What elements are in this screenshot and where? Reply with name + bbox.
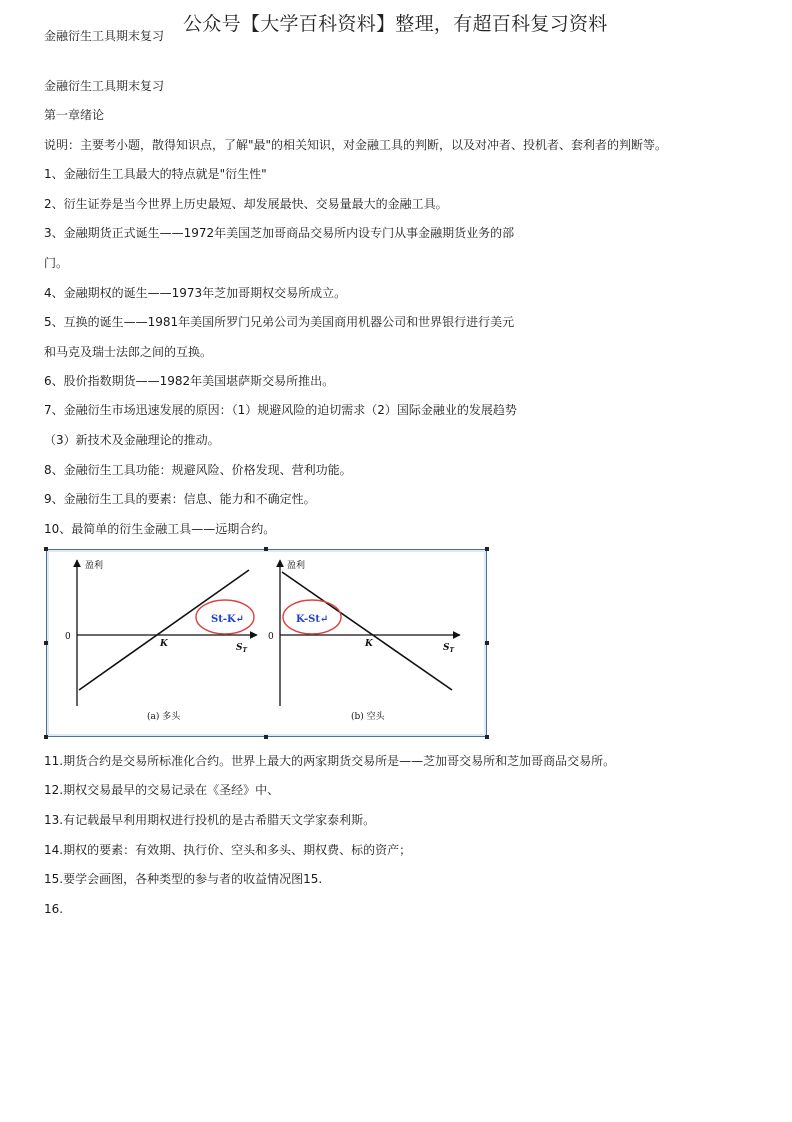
resize-handle[interactable]	[264, 735, 268, 739]
running-header: 金融衍生工具期末复习	[44, 29, 165, 43]
list-item: 5、互换的诞生——1981年美国所罗门兄弟公司为美国商用机器公司和世界银行进行美元	[44, 315, 515, 329]
resize-handle[interactable]	[485, 735, 489, 739]
resize-handle[interactable]	[44, 735, 48, 739]
list-item: 7、金融衍生市场迅速发展的原因：（1）规避风险的迫切需求（2）国际金融业的发展趋势	[44, 403, 517, 417]
list-item: 13.有记载最早利用期权进行投机的是古希腊天文学家泰利斯。	[44, 813, 376, 827]
long-payoff-line	[79, 570, 249, 690]
left-x-label: $S_T$	[236, 643, 247, 654]
right-caption: (b) 空头	[351, 712, 385, 722]
payoff-diagram	[47, 550, 486, 736]
list-item: 12.期权交易最早的交易记录在《圣经》中、	[44, 783, 280, 797]
list-item: 6、股价指数期货——1982年美国堪萨斯交易所推出。	[44, 374, 335, 388]
resize-handle[interactable]	[44, 547, 48, 551]
list-item: （3）新技术及金融理论的推动。	[44, 433, 220, 447]
list-item: 10、最简单的衍生金融工具——远期合约。	[44, 522, 276, 536]
list-item: 2、衍生证券是当今世界上历史最短、却发展最快、交易量最大的金融工具。	[44, 197, 448, 211]
left-caption: (a) 多头	[147, 712, 181, 722]
chapter-heading: 第一章绪论	[44, 108, 105, 122]
left-y-label: 盈利	[85, 561, 104, 571]
chapter-note: 说明：主要考小题，散得知识点，了解"最"的相关知识，对金融工具的判断，以及对冲者、投机者、套利者的判断等。	[44, 138, 668, 152]
right-x-label: $S_T$	[443, 643, 454, 654]
resize-handle[interactable]	[485, 641, 489, 645]
left-annotation: St-K↵	[211, 614, 245, 625]
resize-handle[interactable]	[485, 547, 489, 551]
resize-handle[interactable]	[264, 547, 268, 551]
list-item: 和马克及瑞士法郎之间的互换。	[44, 345, 213, 359]
list-item: 11.期货合约是交易所标准化合约。世界上最大的两家期货交易所是——芝加哥交易所和芝加哥商品交易所。	[44, 754, 616, 768]
list-item: 1、金融衍生工具最大的特点就是"衍生性"	[44, 167, 267, 181]
list-item: 16.	[44, 902, 64, 916]
list-item: 14.期权的要素：有效期、执行价、空头和多头、期权费、标的资产；	[44, 843, 412, 857]
right-annotation: K-St↵	[296, 614, 329, 625]
list-item: 4、金融期权的诞生——1973年芝加哥期权交易所成立。	[44, 286, 347, 300]
watermark-banner: 公众号【大学百科资料】整理，有超百科复习资料	[183, 13, 608, 35]
doc-title: 金融衍生工具期末复习	[44, 79, 165, 93]
left-strike: K	[160, 639, 168, 649]
right-y-label: 盈利	[287, 561, 306, 571]
list-item: 门。	[44, 256, 69, 270]
list-item: 15.要学会画图，各种类型的参与者的收益情况图15.	[44, 872, 323, 886]
payoff-figure	[46, 549, 487, 737]
right-strike: K	[365, 639, 373, 649]
list-item: 9、金融衍生工具的要素：信息、能力和不确定性。	[44, 492, 316, 506]
short-payoff-line	[282, 572, 452, 690]
right-origin: 0	[268, 632, 274, 642]
left-origin: 0	[65, 632, 71, 642]
list-item: 8、金融衍生工具功能：规避风险、价格发现、营利功能。	[44, 463, 352, 477]
list-item: 3、金融期货正式诞生——1972年美国芝加哥商品交易所内设专门从事金融期货业务的部	[44, 226, 515, 240]
resize-handle[interactable]	[44, 641, 48, 645]
